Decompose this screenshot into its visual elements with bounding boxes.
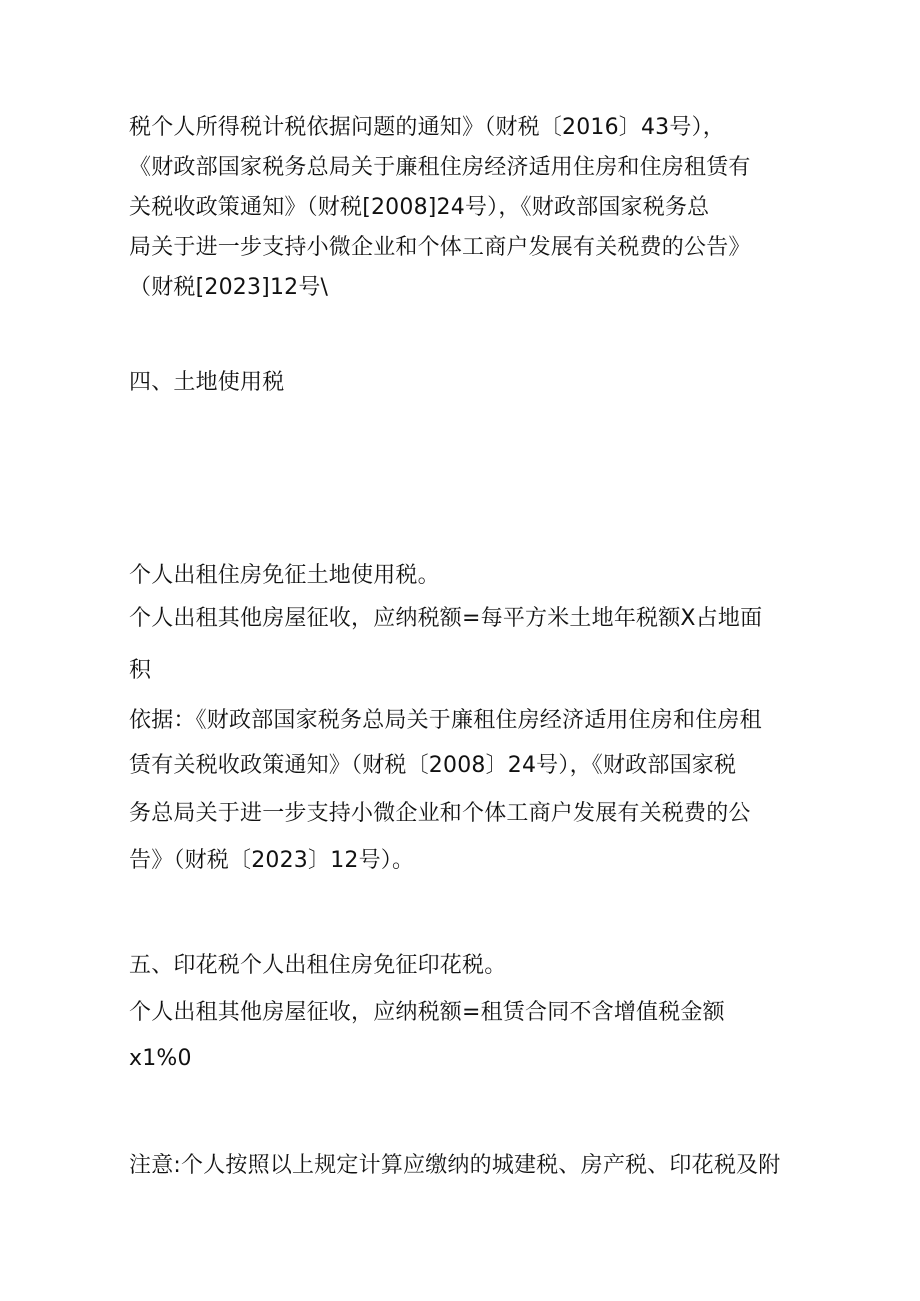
text-line-12: 务总局关于进一步支持小微企业和个体工商户发展有关税费的公 [129,801,751,826]
text-line-3: 关税收政策通知》（财税[2008]24号），《财政部国家税务总 [129,195,710,220]
text-line-17: 注意:个人按照以上规定计算应缴纳的城建税、房产税、印花税及附 [129,1153,781,1178]
text-line-8: 个人出租其他房屋征收，应纳税额=每平方米土地年税额X占地面 [129,606,763,631]
section-heading-land-use-tax: 四、土地使用税 [129,370,285,395]
text-line-4: 局关于进一步支持小微企业和个体工商户发展有关税费的公告》 [129,235,751,260]
text-line-13: 告》（财税〔2023〕12号）。 [129,848,415,873]
text-line-2: 《财政部国家税务总局关于廉租住房经济适用住房和住房租赁有 [129,155,751,180]
text-line-16: x1%0 [129,1046,192,1071]
text-line-11: 赁有关税收政策通知》（财税〔2008〕24号），《财政部国家税 [129,753,737,778]
text-line-15: 个人出租其他房屋征收，应纳税额=租赁合同不含增值税金额 [129,1000,725,1025]
section-heading-stamp-tax: 五、印花税个人出租住房免征印花税。 [129,953,507,978]
text-line-9: 积 [129,658,152,683]
text-line-5: （财税[2023]12号\ [129,275,329,300]
text-line-10: 依据：《财政部国家税务总局关于廉租住房经济适用住房和住房租 [129,708,762,733]
text-line-7: 个人出租住房免征土地使用税。 [129,563,440,588]
text-line-1: 税个人所得税计税依据问题的通知》（财税〔2016〕43号）， [129,115,725,140]
